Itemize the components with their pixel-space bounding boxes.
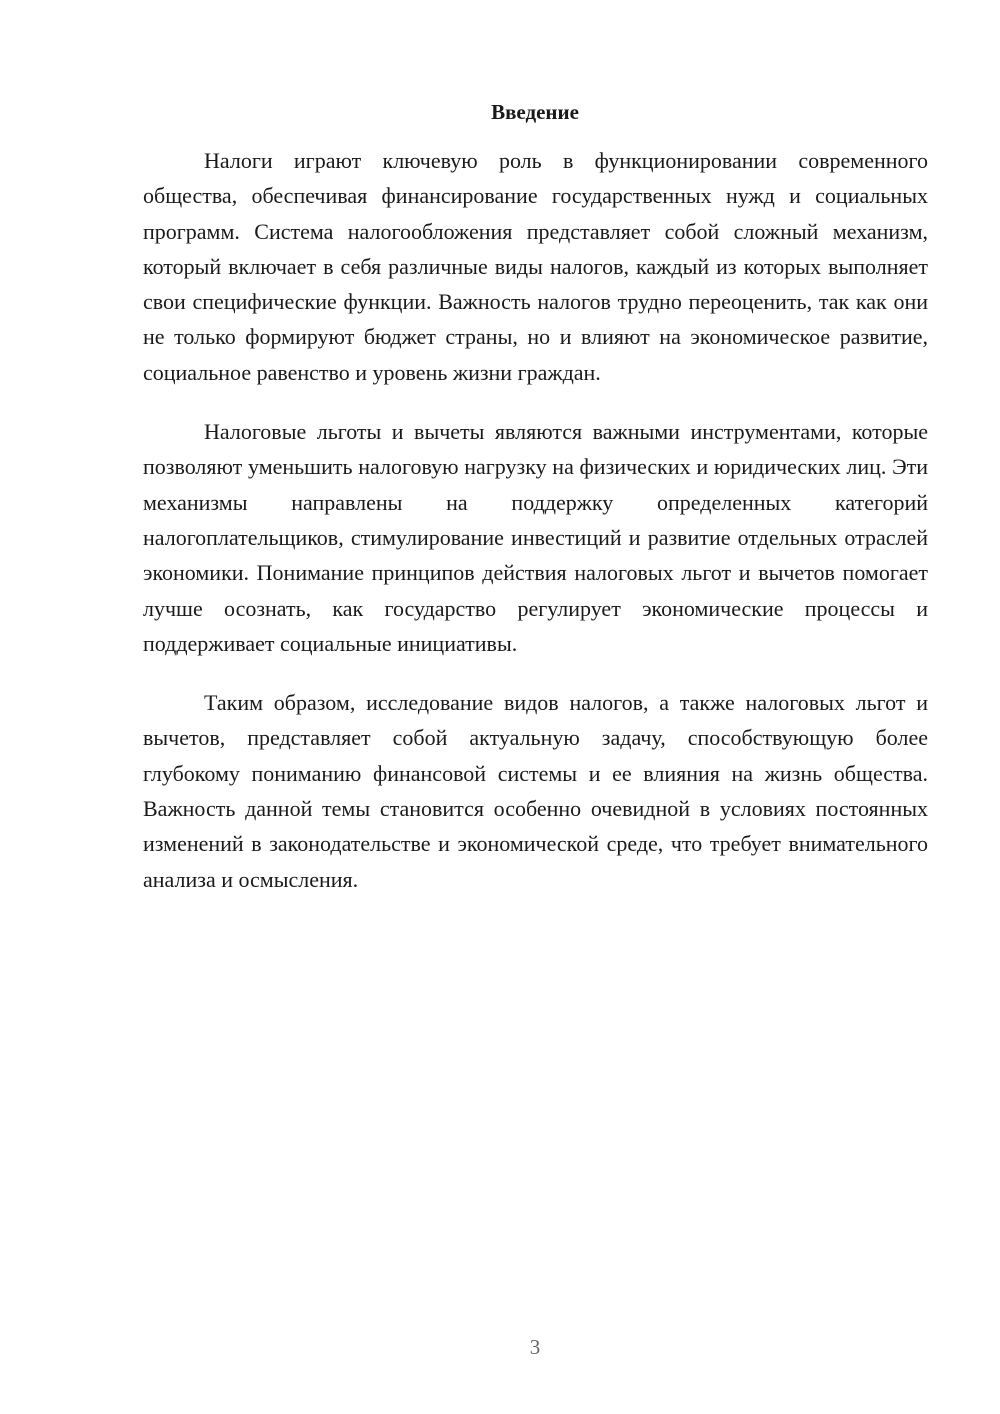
body-text	[143, 143, 928, 921]
paragraph-2: Налоговые льготы и вычеты являются важными инструментами, которые позволяют уменьшить налоговую нагрузку на физических и юридических лиц. Эти механизмы направлены на поддержку определенных категорий налогоплательщиков, стимулирование инвестиций и развитие отдельных отраслей экономики. Понимание принципов действия налоговых льгот и вычетов помогает лучше осознать, как государство регулирует экономические процессы и поддерживает социальные инициативы.	[143, 419, 928, 656]
page-number: 3	[529, 1335, 541, 1359]
paragraph-1: Налоги играют ключевую роль в функционировании современного общества, обеспечивая финансирование государственных нужд и социальных программ. Система налогообложения представляет собой сложный механизм, который включает в себя различные виды налогов, каждый из которых выполняет свои специфические функции. Важность налогов трудно переоценить, так как они не только формируют бюджет страны, но и влияют на экономическое развитие, социальное равенство и уровень жизни граждан.	[143, 148, 928, 385]
paragraph-3: Таким образом, исследование видов налогов, а также налоговых льгот и вычетов, представляет собой актуальную задачу, способствующую более глубокому пониманию финансовой системы и ее влияния на жизнь общества. Важность данной темы становится особенно очевидной в условиях постоянных изменений в законодательстве и экономической среде, что требует внимательного анализа и осмысления.	[143, 690, 928, 892]
section-heading: Введение	[491, 100, 579, 124]
